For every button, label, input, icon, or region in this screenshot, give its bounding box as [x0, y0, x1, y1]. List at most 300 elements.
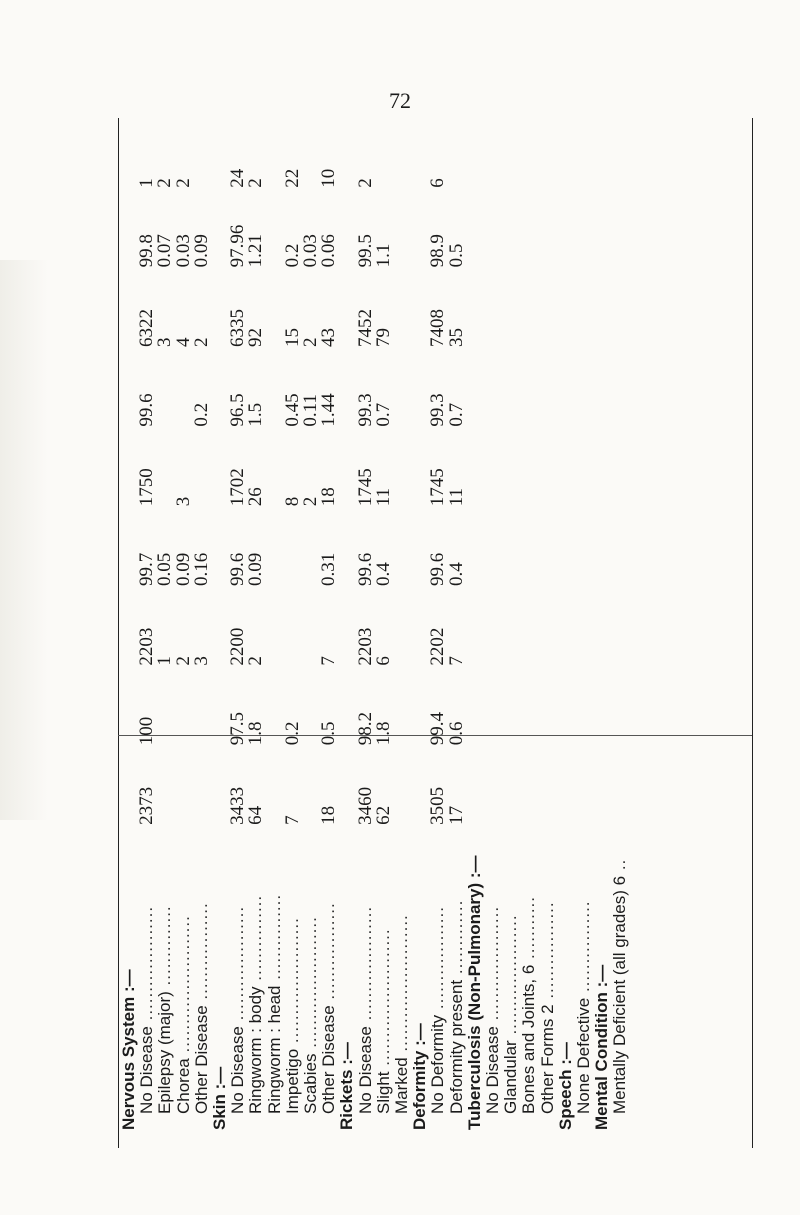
table-cell [393, 518, 411, 598]
leader-dots: ............... [264, 893, 284, 986]
table-cell: 4 [172, 337, 194, 348]
leader-dots: .................... [355, 905, 375, 1027]
table-cell: 1 [154, 656, 176, 666]
table-cell [611, 200, 629, 280]
leader-dots: ..................... [501, 914, 521, 1041]
row-label-text: Mentally Deficient (all grades) 6 [610, 875, 630, 1114]
table-row [193, 120, 211, 1130]
row-label-text: No Deformity [428, 1014, 448, 1114]
table-cell: 99.3 [427, 393, 449, 427]
page-number: 72 [389, 88, 411, 113]
table-cell [611, 598, 629, 678]
table-cell [557, 757, 575, 837]
table-cell [156, 359, 174, 439]
table-cell [466, 200, 484, 280]
section-header-row [466, 120, 484, 1130]
table-cell [539, 678, 557, 758]
table-cell: 0.03 [300, 234, 322, 268]
row-label [266, 837, 284, 1130]
table-cell: 2 [300, 337, 322, 348]
table-cell: 18 [318, 487, 340, 507]
table-cell [557, 359, 575, 439]
table-cell [520, 518, 538, 598]
table-cell: 96.5 [227, 393, 249, 427]
row-label [138, 837, 156, 1130]
table-row [357, 120, 375, 1130]
row-label-text: Epilepsy (major) [155, 991, 175, 1114]
table-cell [593, 359, 611, 439]
table-cell: 0.4 [445, 562, 467, 586]
table-cell [302, 120, 320, 200]
table-row [138, 120, 156, 1130]
table-cell [484, 120, 502, 200]
table-cell: 22 [281, 168, 303, 188]
table-cell: 2 [245, 656, 267, 666]
table-cell [466, 598, 484, 678]
table-cell: 2 [172, 656, 194, 666]
table-cell [284, 518, 302, 598]
section-heading [557, 837, 575, 1130]
table-cell: 0.31 [318, 552, 340, 586]
table-cell: 1.8 [372, 721, 394, 746]
table-cell: 1750 [136, 468, 158, 507]
table-cell: 0.09 [172, 552, 194, 586]
leader-dots: ........................ [392, 914, 412, 1058]
table-cell [466, 359, 484, 439]
table-cell: 1.21 [245, 234, 267, 268]
table-cell [520, 200, 538, 280]
table-cell: 0.6 [445, 721, 467, 746]
section-heading [593, 837, 611, 1130]
table-cell: 11 [372, 488, 394, 507]
table-cell [466, 279, 484, 359]
table-cell [393, 439, 411, 519]
leader-dots: ............. [446, 899, 466, 980]
table-cell [466, 678, 484, 758]
leader-dots: ........................ [173, 915, 193, 1059]
table-cell [393, 757, 411, 837]
table-row [175, 120, 193, 1130]
table-row [484, 120, 502, 1130]
table-cell [520, 120, 538, 200]
table-cell: 8 [281, 496, 303, 507]
table-cell [611, 757, 629, 837]
row-label [520, 837, 538, 1130]
section-heading [120, 837, 138, 1130]
table-cell [193, 678, 211, 758]
table-cell: 0.16 [190, 552, 212, 586]
table-cell [520, 439, 538, 519]
row-label [575, 837, 593, 1130]
table-cell [338, 359, 356, 439]
table-cell [484, 279, 502, 359]
table-cell [557, 598, 575, 678]
table-cell [193, 439, 211, 519]
table-cell: 43 [318, 328, 340, 348]
table-row [302, 120, 320, 1130]
section-heading [411, 837, 429, 1130]
table-cell [575, 279, 593, 359]
table-cell [575, 200, 593, 280]
table-cell: 98.2 [354, 711, 376, 746]
table-cell [502, 359, 520, 439]
table-cell: 0.07 [154, 234, 176, 268]
table-cell: 2200 [227, 627, 249, 666]
table-cell [593, 757, 611, 837]
table-cell: 2 [245, 178, 267, 188]
table-cell [156, 757, 174, 837]
table-cell [338, 678, 356, 758]
table-cell [338, 200, 356, 280]
leader-dots: .................... [228, 905, 248, 1027]
table-cell [466, 757, 484, 837]
row-label-text: Chorea [173, 1058, 193, 1114]
table-cell [539, 279, 557, 359]
table-cell: 0.11 [300, 394, 322, 427]
table-cell [393, 200, 411, 280]
table-cell: 6 [372, 656, 394, 666]
table-cell [502, 120, 520, 200]
table-cell [448, 120, 466, 200]
row-label-text: None Defective [574, 997, 594, 1114]
table-cell [266, 757, 284, 837]
table-cell [393, 279, 411, 359]
row-label-text: Marked [392, 1057, 412, 1114]
table-cell [338, 518, 356, 598]
table-cell: 1745 [354, 468, 376, 507]
table-cell: 2 [154, 178, 176, 188]
table-cell [411, 120, 429, 200]
leader-dots: .................... [483, 905, 503, 1027]
table-cell: 2 [190, 337, 212, 348]
table-cell [266, 598, 284, 678]
row-label [429, 837, 447, 1130]
section-header-row [557, 120, 575, 1130]
table-cell [338, 757, 356, 837]
table-cell [539, 200, 557, 280]
table-cell [539, 518, 557, 598]
table-cell: 2 [172, 178, 194, 188]
table-cell: 99.3 [354, 393, 376, 427]
table-cell [593, 200, 611, 280]
medical-stats-table [120, 120, 630, 1130]
table-cell [302, 757, 320, 837]
table-row [375, 120, 393, 1130]
table-row [284, 120, 302, 1130]
row-label-text: Scabies [301, 1053, 321, 1114]
table-cell [539, 757, 557, 837]
row-label-text: Other Forms 2 [537, 1004, 557, 1114]
table-cell: 3 [172, 496, 194, 507]
leader-dots: ................. [537, 901, 557, 1005]
table-cell [393, 120, 411, 200]
table-cell [266, 279, 284, 359]
table-cell [575, 439, 593, 519]
table-cell [520, 279, 538, 359]
table-cell: 2 [300, 496, 322, 507]
table-cell: 3 [154, 337, 176, 348]
row-label-text: No Disease [137, 1026, 157, 1114]
row-label-text: No Disease [228, 1026, 248, 1114]
leader-dots: .................. [428, 906, 448, 1015]
row-label [320, 837, 338, 1130]
section-header-row [211, 120, 229, 1130]
table-row [229, 120, 247, 1130]
table-cell: 0.2 [281, 243, 303, 268]
table-row [575, 120, 593, 1130]
table-cell: 97.96 [227, 224, 249, 268]
table-cell [557, 439, 575, 519]
row-label [539, 837, 557, 1130]
table-cell: 1.44 [318, 393, 340, 427]
leader-dots: ................. [191, 902, 211, 1006]
row-label-text: Bones and Joints, 6 [519, 964, 539, 1114]
table-row [539, 120, 557, 1130]
row-label-text: Other Disease [319, 1005, 339, 1114]
table-row [320, 120, 338, 1130]
table-cell [575, 598, 593, 678]
table-row [247, 120, 265, 1130]
table-row [502, 120, 520, 1130]
table-cell [484, 757, 502, 837]
table-cell: 2202 [427, 627, 449, 666]
row-label [484, 837, 502, 1130]
table-cell: 0.45 [281, 393, 303, 427]
table-cell: 1745 [427, 468, 449, 507]
table-cell [611, 359, 629, 439]
rotated-table-wrapper [120, 120, 760, 1130]
table-cell [120, 120, 138, 200]
row-label [302, 837, 320, 1130]
row-label-text: Skin :— [210, 1066, 230, 1130]
table-cell [393, 359, 411, 439]
row-label-text: Nervous System :— [119, 969, 138, 1130]
leader-dots: .................... [137, 905, 157, 1027]
page-shadow [0, 260, 48, 820]
row-label [175, 837, 193, 1130]
table-cell: 79 [372, 328, 394, 348]
table-cell [302, 678, 320, 758]
table-cell [593, 678, 611, 758]
table-cell: 0.05 [154, 552, 176, 586]
row-label [393, 837, 411, 1130]
section-heading [211, 837, 229, 1130]
table-cell [502, 200, 520, 280]
table-cell [502, 439, 520, 519]
table-cell: 0.03 [172, 234, 194, 268]
table-cell [611, 279, 629, 359]
table-cell [611, 678, 629, 758]
table-row [448, 120, 466, 1130]
table-cell: 2203 [354, 627, 376, 666]
table-cell: 7 [318, 656, 340, 666]
section-header-row [593, 120, 611, 1130]
table-cell [266, 678, 284, 758]
table-cell: 1.5 [245, 402, 267, 427]
table-cell [466, 120, 484, 200]
table-cell [502, 518, 520, 598]
row-label [448, 837, 466, 1130]
table-cell: 1 [136, 178, 158, 188]
table-cell [266, 439, 284, 519]
table-cell [502, 678, 520, 758]
table-row [156, 120, 174, 1130]
table-cell: 99.5 [354, 234, 376, 268]
table-cell [302, 598, 320, 678]
table-cell: 0.7 [372, 402, 394, 427]
table-cell: 2373 [136, 786, 158, 825]
table-cell [484, 518, 502, 598]
table-cell: 99.4 [427, 711, 449, 746]
row-label-text: Glandular [501, 1040, 521, 1114]
table-cell [611, 120, 629, 200]
table-cell: 2 [354, 178, 376, 188]
leader-dots: .............. [155, 905, 175, 992]
row-label-text: Other Disease [191, 1005, 211, 1114]
table-cell [484, 200, 502, 280]
leader-dots: ...................... [282, 917, 302, 1049]
table-cell [575, 757, 593, 837]
row-label-text: Ringworm : head [264, 985, 284, 1114]
table-cell [539, 359, 557, 439]
table-cell: 0.09 [190, 234, 212, 268]
section-heading [338, 837, 356, 1130]
table-cell: 99.6 [427, 552, 449, 586]
table-cell [593, 279, 611, 359]
table-cell [520, 359, 538, 439]
table-cell [266, 200, 284, 280]
table-cell: 11 [445, 488, 467, 507]
row-label-text: Speech :— [555, 1042, 575, 1130]
table-cell [175, 757, 193, 837]
table-cell: 2203 [136, 627, 158, 666]
table-cell: 3433 [227, 786, 249, 825]
table-row [266, 120, 284, 1130]
table-cell [593, 120, 611, 200]
row-label [502, 837, 520, 1130]
table-cell: 18 [318, 805, 340, 825]
table-cell: 7 [445, 656, 467, 666]
table-cell [502, 598, 520, 678]
table-cell [484, 678, 502, 758]
row-label-text: Ringworm : body [246, 986, 266, 1114]
table-cell [575, 518, 593, 598]
section-header-row [338, 120, 356, 1130]
table-cell [575, 120, 593, 200]
table-cell: 7408 [427, 309, 449, 348]
row-label-text: Impetigo [282, 1048, 302, 1114]
table-row [520, 120, 538, 1130]
table-cell: 3505 [427, 786, 449, 825]
row-label-text: Tuberculosis (Non-Pulmonary) :— [464, 855, 484, 1130]
table-cell: 3460 [354, 786, 376, 825]
row-label-text: Mental Condition :— [592, 964, 612, 1130]
table-cell: 1.8 [245, 721, 267, 746]
row-label [357, 837, 375, 1130]
table-cell [593, 439, 611, 519]
leader-dots: ................ [574, 900, 594, 998]
table-cell: 99.6 [136, 393, 158, 427]
row-label-text: Rickets :— [337, 1042, 357, 1130]
table-cell [266, 120, 284, 200]
table-cell [575, 678, 593, 758]
table-cell: 35 [445, 328, 467, 348]
table-cell: 99.6 [227, 552, 249, 586]
table-cell: 0.2 [281, 721, 303, 746]
table-cell [557, 200, 575, 280]
table-cell [375, 120, 393, 200]
table-cell: 17 [445, 805, 467, 825]
table-cell [557, 518, 575, 598]
table-cell [466, 439, 484, 519]
row-label [156, 837, 174, 1130]
table-cell [539, 598, 557, 678]
table-cell [611, 518, 629, 598]
row-label-text: Slight [373, 1071, 393, 1114]
table-cell [502, 279, 520, 359]
table-cell [484, 598, 502, 678]
table-cell [575, 359, 593, 439]
table-row [611, 120, 629, 1130]
row-label-text: No Disease [355, 1026, 375, 1114]
row-label [375, 837, 393, 1130]
table-cell [484, 439, 502, 519]
row-label-text: Deformity present [446, 979, 466, 1114]
table-cell: 0.09 [245, 552, 267, 586]
table-cell [557, 120, 575, 200]
table-cell: 100 [136, 716, 158, 746]
row-label [284, 837, 302, 1130]
leader-dots: .. [610, 858, 630, 876]
table-cell: 24 [227, 168, 249, 188]
row-label-text: No Disease [483, 1026, 503, 1114]
table-cell [393, 598, 411, 678]
table-cell [338, 439, 356, 519]
table-cell [338, 279, 356, 359]
table-cell [593, 598, 611, 678]
table-cell: 98.9 [427, 234, 449, 268]
table-cell: 6322 [136, 309, 158, 348]
table-row [393, 120, 411, 1130]
table-cell: 7452 [354, 309, 376, 348]
table-cell [466, 518, 484, 598]
table-cell [211, 120, 229, 200]
table-cell: 64 [245, 805, 267, 825]
row-label [247, 837, 265, 1130]
table-cell [520, 757, 538, 837]
row-label-text: Deformity :— [410, 1023, 430, 1130]
table-row [429, 120, 447, 1130]
table-cell [557, 279, 575, 359]
table-cell: 0.5 [445, 243, 467, 268]
table-cell [484, 359, 502, 439]
table-cell [611, 439, 629, 519]
table-cell [175, 678, 193, 758]
table-cell: 0.2 [190, 402, 212, 427]
leader-dots: ............... [246, 894, 266, 987]
table-cell: 6 [427, 178, 449, 188]
table-cell: 99.7 [136, 552, 158, 586]
table-cell [502, 757, 520, 837]
table-cell: 1702 [227, 468, 249, 507]
table-cell [539, 120, 557, 200]
table-cell [193, 757, 211, 837]
table-cell: 26 [245, 487, 267, 507]
table-cell: 97.5 [227, 711, 249, 746]
leader-dots: ....................... [301, 916, 321, 1054]
table-cell [193, 120, 211, 200]
table-cell [175, 359, 193, 439]
